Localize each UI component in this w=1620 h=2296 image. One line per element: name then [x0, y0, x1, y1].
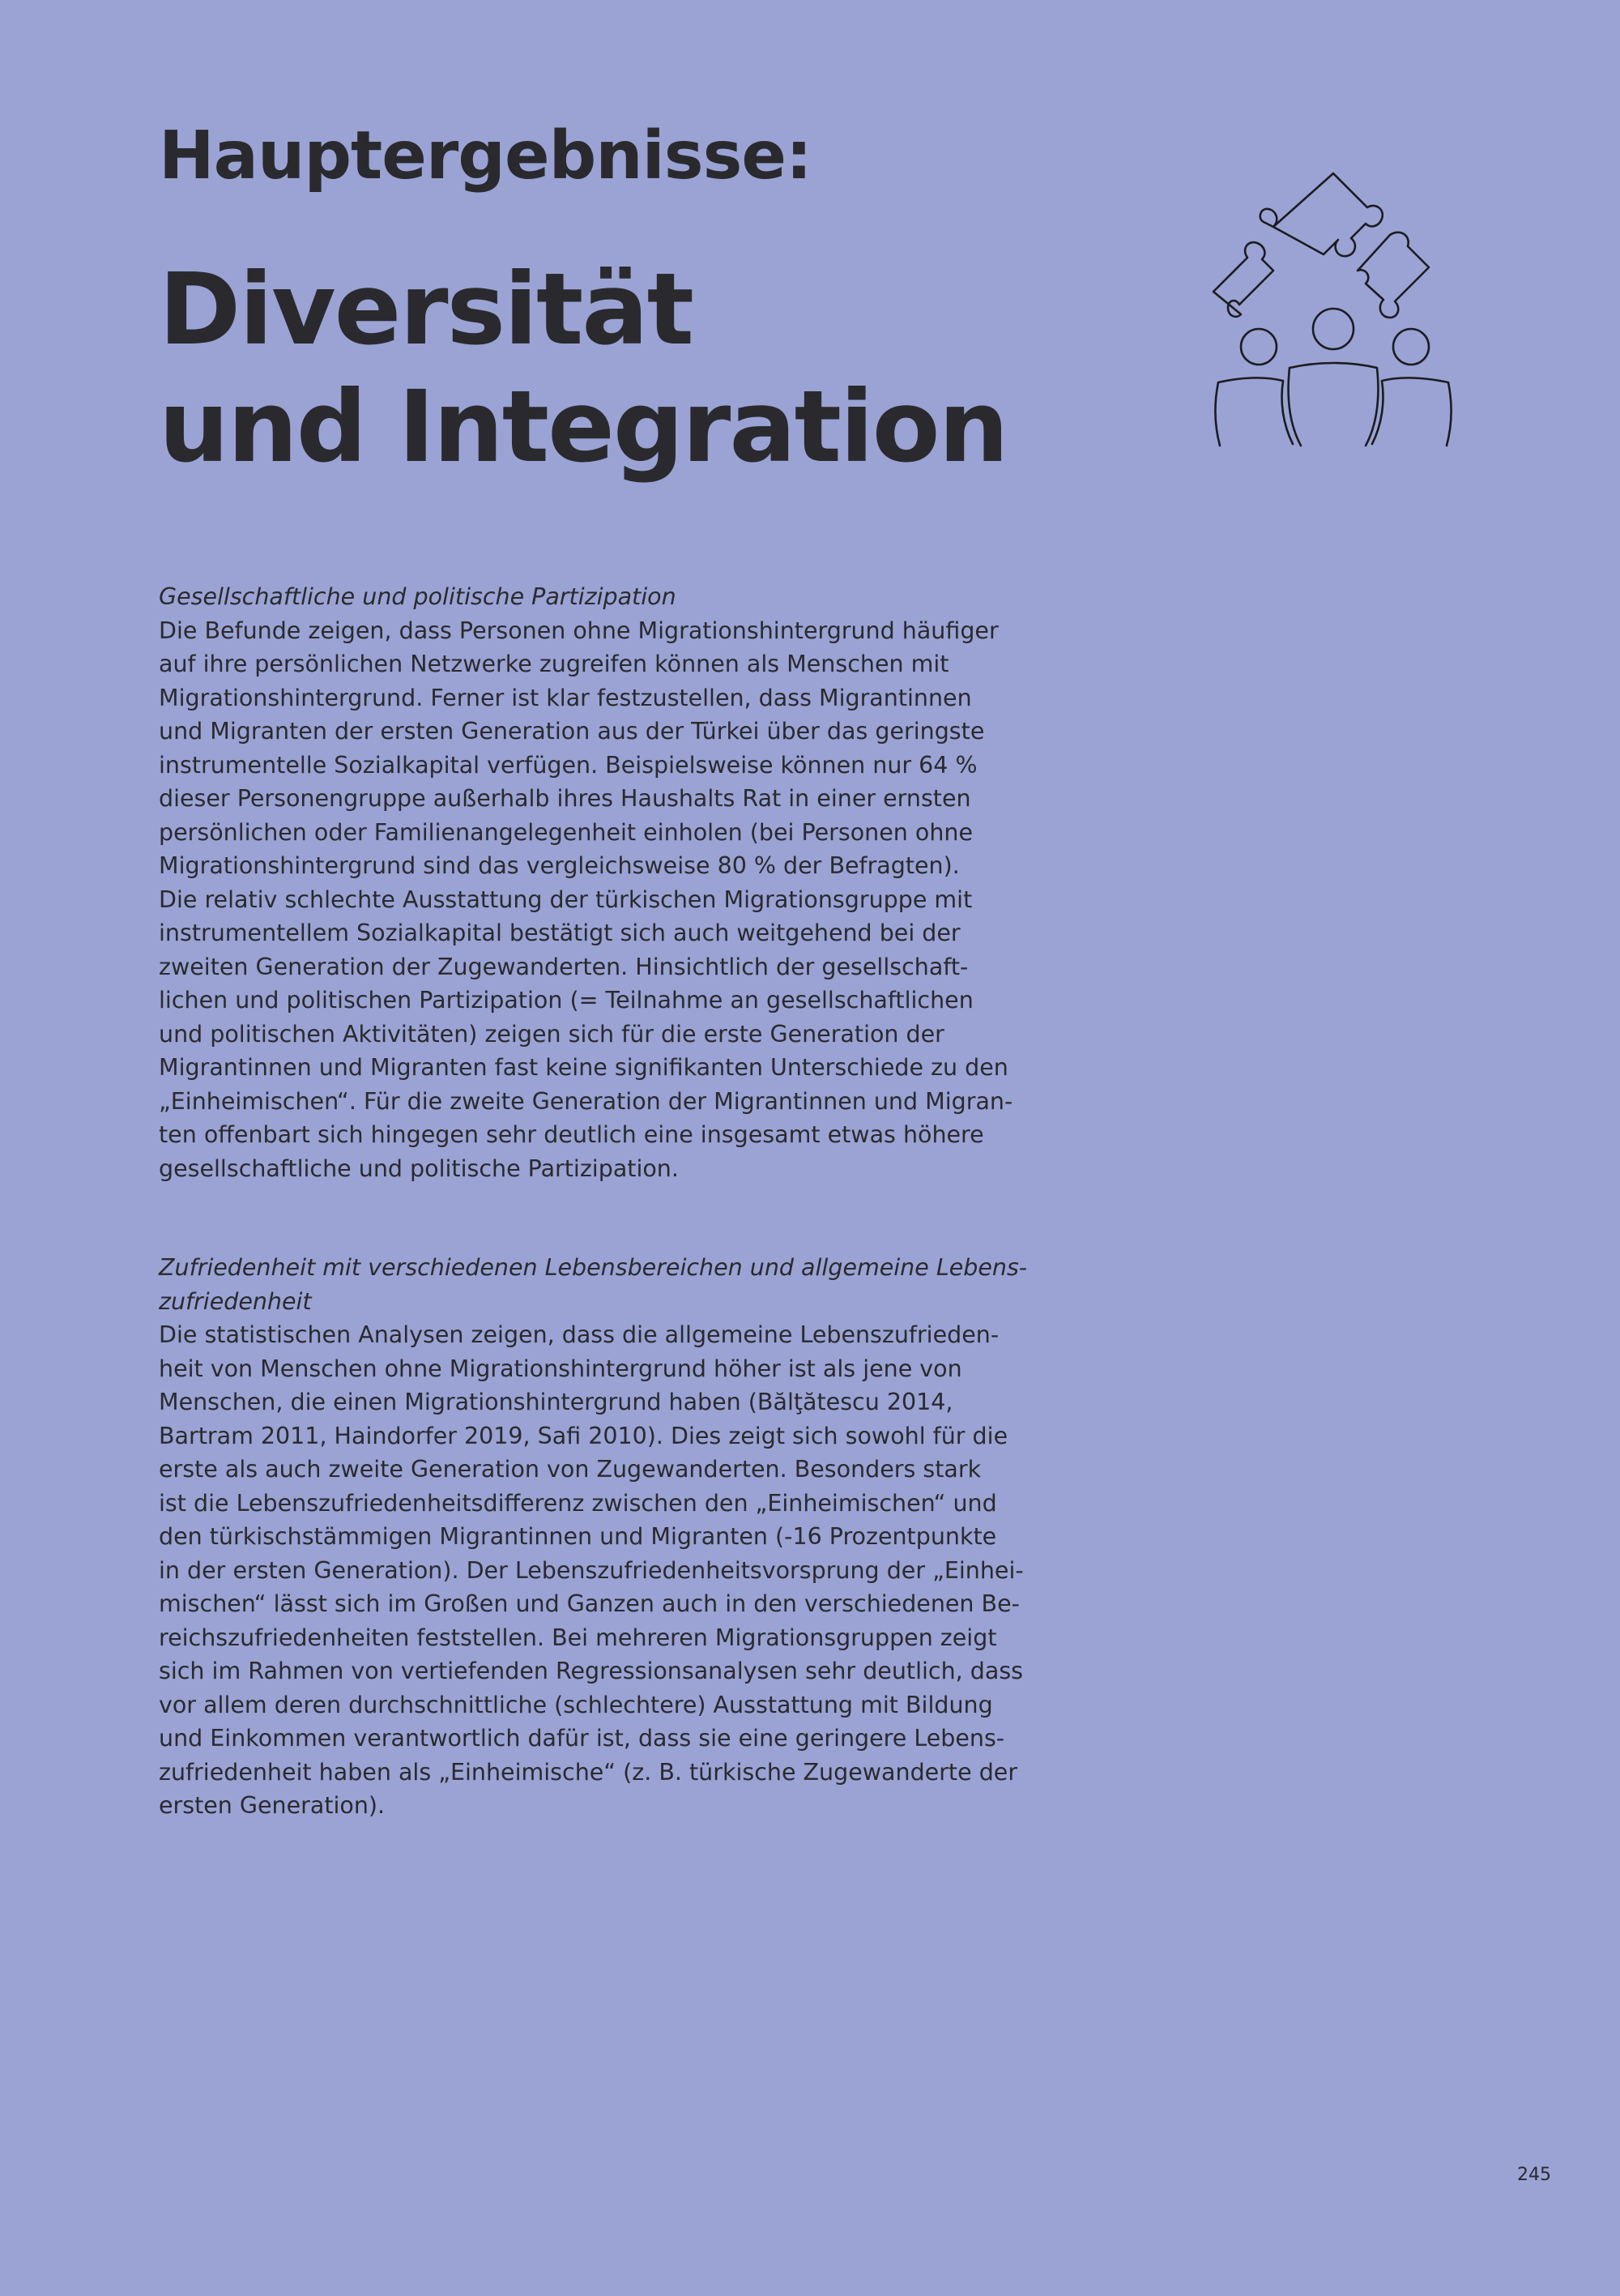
puzzle-piece-top-icon [1260, 173, 1383, 256]
page-title-line: Diversität [159, 252, 693, 367]
body-line: heit von Menschen ohne Migrationshintergrund höher ist als jene von [159, 1355, 962, 1382]
body-line: Die Befunde zeigen, dass Personen ohne Migrationshintergrund häufiger [159, 617, 999, 644]
body-line: Migrantinnen und Migranten fast keine signifikanten Unterschiede zu den [159, 1054, 1008, 1081]
body-line: ist die Lebenszufriedenheitsdifferenz zwischen den „Einheimischen“ und [159, 1489, 997, 1517]
body-line: sich im Rahmen von vertiefenden Regressionsanalysen sehr deutlich, dass [159, 1658, 1024, 1684]
people-puzzle-icon [1199, 162, 1474, 454]
person-body-right-icon [1372, 378, 1452, 446]
section-heading-line: zufriedenheit [159, 1287, 312, 1315]
section-body [159, 614, 1017, 1186]
section-life-satisfaction [159, 1251, 1028, 1823]
section-heading [159, 1251, 1028, 1318]
person-head-left-icon [1241, 329, 1277, 365]
body-line: zweiten Generation der Zugewanderten. Hinsichtlich der gesellschaft- [159, 953, 969, 980]
body-line: mischen“ lässt sich im Großen und Ganzen auch in den verschiedenen Be- [159, 1590, 1020, 1617]
section-heading-line: Zufriedenheit mit verschiedenen Lebensbereichen und allgemeine Lebens- [159, 1254, 1028, 1281]
body-line: persönlichen oder Familienangelegenheit einholen (bei Personen ohne [159, 818, 973, 846]
body-line: auf ihre persönlichen Netzwerke zugreifen können als Menschen mit [159, 651, 949, 677]
body-line: Menschen, die einen Migrationshintergrund haben (Bălţătescu 2014, [159, 1389, 953, 1415]
section-heading [159, 580, 1017, 614]
body-line: ersten Generation). [159, 1792, 386, 1819]
puzzle-piece-left-icon [1213, 242, 1273, 317]
section-heading-line: Gesellschaftliche und politische Partizipation [159, 583, 676, 610]
page-title-line: und Integration [159, 369, 1008, 484]
person-head-right-icon [1393, 329, 1429, 365]
section-kicker: Hauptergebnisse: [159, 117, 812, 194]
body-line: Bartram 2011, Haindorfer 2019, Safi 2010). Dies zeigt sich sowohl für die [159, 1422, 1008, 1449]
body-line: instrumentellem Sozialkapital bestätigt sich auch weitgehend bei der [159, 920, 961, 946]
body-line: und Einkommen verantwortlich dafür ist, dass sie eine geringere Lebens- [159, 1725, 1005, 1752]
section-body [159, 1318, 1024, 1823]
body-line: Die statistischen Analysen zeigen, dass die allgemeine Lebenszufrieden- [159, 1321, 1000, 1348]
page-title [159, 251, 1007, 486]
body-line: zufriedenheit haben als „Einheimische“ (z. B. türkische Zugewanderte der [159, 1758, 1018, 1786]
body-line: in der ersten Generation). Der Lebenszufriedenheitsvorsprung der „Einhei- [159, 1556, 1024, 1584]
page-number: 245 [1517, 2165, 1551, 2185]
body-line: den türkischstämmigen Migrantinnen und Migranten (-16 Prozentpunkte [159, 1523, 997, 1550]
puzzle-piece-right-icon [1358, 233, 1429, 318]
section-participation [159, 580, 1017, 1185]
body-line: „Einheimischen“. Für die zweite Generation der Migrantinnen und Migran- [159, 1087, 1013, 1115]
body-line: erste als auch zweite Generation von Zugewanderten. Besonders stark [159, 1456, 982, 1483]
body-line: vor allem deren durchschnittliche (schlechtere) Ausstattung mit Bildung [159, 1691, 993, 1718]
person-body-left-icon [1216, 378, 1294, 446]
body-line: lichen und politischen Partizipation (= Teilnahme an gesellschaftlichen [159, 987, 974, 1014]
body-line: instrumentelle Sozialkapital verfügen. Beispielsweise können nur 64 % [159, 751, 978, 779]
body-line: und politischen Aktivitäten) zeigen sich für die erste Generation der [159, 1020, 944, 1048]
body-line: dieser Personengruppe außerhalb ihres Haushalts Rat in einer ernsten [159, 785, 971, 812]
person-head-center-icon [1313, 309, 1354, 349]
person-body-center-icon [1289, 363, 1379, 446]
body-line: gesellschaftliche und politische Partizipation. [159, 1154, 679, 1182]
body-line: Migrationshintergrund. Ferner ist klar festzustellen, dass Migrantinnen [159, 684, 972, 711]
body-line: und Migranten der ersten Generation aus der Türkei über das geringste [159, 718, 985, 745]
body-line: Die relativ schlechte Ausstattung der türkischen Migrationsgruppe mit [159, 886, 973, 913]
body-line: reichszufriedenheiten feststellen. Bei mehreren Migrationsgruppen zeigt [159, 1624, 997, 1651]
body-line: Migrationshintergrund sind das vergleichsweise 80 % der Befragten). [159, 852, 960, 879]
body-line: ten offenbart sich hingegen sehr deutlich eine insgesamt etwas höhere [159, 1121, 984, 1148]
